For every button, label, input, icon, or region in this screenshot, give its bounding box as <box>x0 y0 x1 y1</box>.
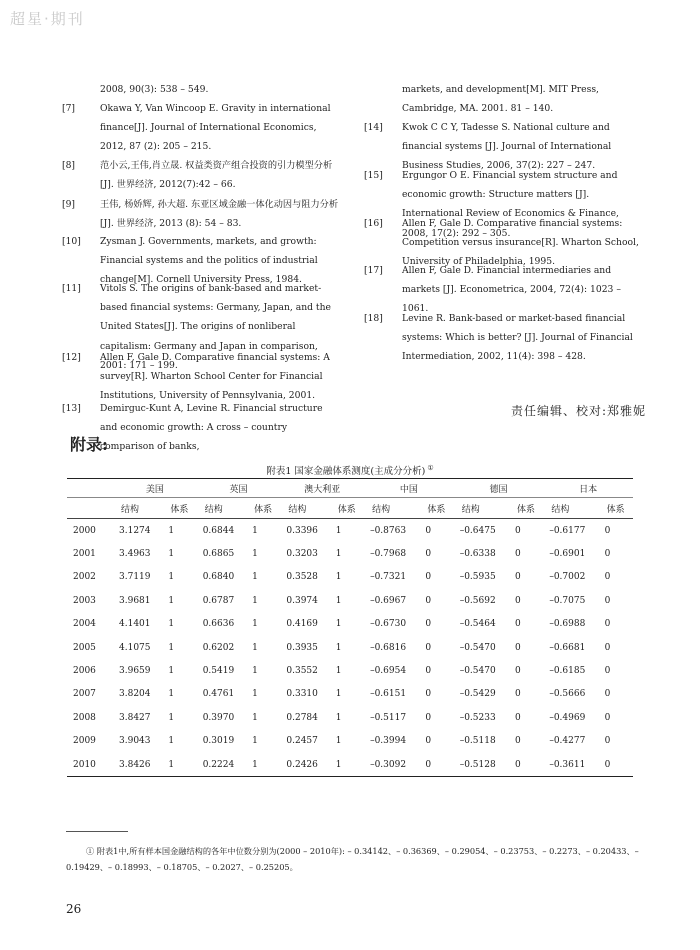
value-cell: –0.6988 <box>549 619 586 630</box>
footnote: ① 附表1中,所有样本国金融结构的各年中位数分别为(2000 – 2010年): – 0.34142、– 0.36369、– 0.29054、– 0.23753、– 0.2273、– 0.20433、– 0.19429、– 0.18993、– 0.18705、– 0.2027、– 0.25205。 <box>66 846 639 872</box>
year-cell: 2008 <box>73 712 96 723</box>
subheader-cell: 结构 <box>197 498 246 519</box>
value-cell: 1 <box>335 666 342 677</box>
value-cell: 0.3396 <box>286 525 318 536</box>
value-cell: 1 <box>252 595 258 606</box>
value-cell: 0.3203 <box>286 549 318 560</box>
value-cell: –0.7321 <box>370 572 407 583</box>
reference-number: [9] <box>62 199 76 210</box>
reference-number: [17] <box>364 265 383 276</box>
year-cell: 2009 <box>73 736 96 747</box>
value-cell: –0.6185 <box>549 666 586 677</box>
value-cell: 0 <box>604 689 611 700</box>
subheader-cell: 体系 <box>599 498 633 519</box>
table-row <box>67 706 633 729</box>
value-cell: –0.6954 <box>370 666 407 677</box>
reference-item <box>364 80 642 118</box>
value-cell: –0.6151 <box>370 689 407 700</box>
value-cell: 0.2784 <box>286 712 318 723</box>
reference-number: [13] <box>62 403 81 414</box>
table-row <box>67 683 633 706</box>
value-cell: 3.1274 <box>119 525 151 536</box>
table-row <box>67 613 633 636</box>
value-cell: 0.3974 <box>286 595 318 606</box>
value-cell: 0 <box>604 642 611 653</box>
value-cell: 0 <box>509 753 543 777</box>
value-cell: 0.6844 <box>202 525 235 536</box>
value-cell: 1 <box>335 689 342 700</box>
value-cell: 0.3935 <box>286 642 318 653</box>
country-header: 德国 <box>454 479 544 498</box>
country-header: 日本 <box>543 479 633 498</box>
reference-number: [10] <box>62 236 81 247</box>
reference-text: Levine R. Bank-based or market-based financial systems: Which is better? [J]. Journal of Financial Intermediation, 2002, 11(4): 398 – 428. <box>402 313 633 363</box>
reference-number: [8] <box>62 160 76 171</box>
value-cell: –0.7002 <box>549 572 586 583</box>
value-cell: 0 <box>425 619 432 630</box>
value-cell: 0 <box>425 525 432 536</box>
value-cell: 0 <box>425 595 432 606</box>
reference-number: [14] <box>364 122 383 133</box>
year-cell: 2000 <box>73 525 96 536</box>
value-cell: 0.2224 <box>197 753 246 777</box>
editor-credit: 责任编辑、校对:郑雅妮 <box>511 404 647 418</box>
value-cell: 3.4963 <box>119 549 151 560</box>
value-cell: 0 <box>515 549 521 560</box>
year-cell: 2006 <box>73 666 96 677</box>
table-row <box>67 589 633 612</box>
value-cell: –0.5470 <box>459 642 496 653</box>
year-cell: 2010 <box>67 753 113 777</box>
value-cell: 0.3528 <box>286 572 318 583</box>
value-cell: 0 <box>604 525 611 536</box>
value-cell: 0 <box>515 666 521 677</box>
value-cell: –0.3092 <box>364 753 419 777</box>
value-cell: 1 <box>168 595 175 606</box>
value-cell: 0 <box>425 549 432 560</box>
value-cell: 0 <box>425 736 432 747</box>
value-cell: 0.3552 <box>286 666 318 677</box>
value-cell: 0 <box>425 689 432 700</box>
value-cell: –0.6967 <box>370 595 407 606</box>
page-number: 26 <box>66 902 82 916</box>
value-cell: 0 <box>604 595 611 606</box>
year-cell: 2002 <box>73 572 96 583</box>
country-header: 澳大利亚 <box>280 479 364 498</box>
value-cell: 0.5419 <box>202 666 235 677</box>
value-cell: 1 <box>252 666 258 677</box>
table-row <box>67 659 633 682</box>
value-cell: 0.6840 <box>202 572 235 583</box>
year-cell: 2007 <box>73 689 96 700</box>
value-cell: 3.8426 <box>113 753 162 777</box>
subheader-cell: 体系 <box>419 498 453 519</box>
value-cell: 0 <box>425 572 432 583</box>
value-cell: 0.6636 <box>202 619 235 630</box>
value-cell: 0 <box>515 595 521 606</box>
value-cell: 0 <box>604 619 611 630</box>
value-cell: 0 <box>425 642 432 653</box>
table-row <box>67 519 633 543</box>
value-cell: 3.8204 <box>119 689 151 700</box>
value-cell: 0 <box>604 736 611 747</box>
table-row <box>67 730 633 753</box>
value-cell: 3.9681 <box>119 595 151 606</box>
value-cell: –0.6730 <box>370 619 407 630</box>
value-cell: –0.6475 <box>459 525 496 536</box>
value-cell: 0 <box>604 549 611 560</box>
table-row <box>67 753 633 777</box>
table-caption <box>0 463 700 477</box>
reference-number: [15] <box>364 170 383 181</box>
value-cell: 0 <box>425 712 432 723</box>
reference-text: Demirguc-Kunt A, Levine R. Financial structure and economic growth: A cross – country comparison of banks, <box>100 403 323 453</box>
value-cell: –0.3611 <box>543 753 598 777</box>
value-cell: –0.4277 <box>549 736 586 747</box>
value-cell: 0.2426 <box>280 753 329 777</box>
value-cell: 0 <box>604 712 611 723</box>
subheader-cell: 体系 <box>246 498 280 519</box>
value-cell: 1 <box>168 666 175 677</box>
country-header: 中国 <box>364 479 454 498</box>
value-cell: 1 <box>335 619 342 630</box>
value-cell: 0 <box>515 642 521 653</box>
value-cell: 1 <box>252 549 258 560</box>
value-cell: 1 <box>335 595 342 606</box>
value-cell: –0.5666 <box>549 689 586 700</box>
value-cell: 1 <box>252 736 258 747</box>
value-cell: –0.6177 <box>549 525 586 536</box>
value-cell: 1 <box>252 525 258 536</box>
reference-number: [12] <box>62 352 81 363</box>
header-corner-sub <box>67 498 113 519</box>
footnote-divider <box>66 831 128 832</box>
value-cell: –0.5118 <box>459 736 496 747</box>
appendix-heading: 附录: <box>70 435 108 454</box>
reference-item <box>62 348 340 406</box>
value-cell: 1 <box>162 753 196 777</box>
value-cell: –0.5117 <box>370 712 407 723</box>
table-caption-note: ① <box>427 463 434 472</box>
value-cell: 0 <box>419 753 453 777</box>
value-cell: –0.6338 <box>459 549 496 560</box>
value-cell: 0 <box>604 666 611 677</box>
table-row <box>67 566 633 589</box>
value-cell: –0.7075 <box>549 595 586 606</box>
value-cell: –0.8763 <box>370 525 407 536</box>
country-header: 美国 <box>113 479 197 498</box>
subheader-cell: 体系 <box>330 498 364 519</box>
value-cell: 1 <box>168 525 175 536</box>
value-cell: 0.4169 <box>286 619 318 630</box>
reference-item <box>62 99 340 157</box>
value-cell: 0.3970 <box>202 712 235 723</box>
reference-number: [7] <box>62 103 76 114</box>
value-cell: 1 <box>330 753 364 777</box>
subheader-cell: 结构 <box>454 498 509 519</box>
value-cell: 3.7119 <box>119 572 151 583</box>
value-cell: 0.4761 <box>202 689 235 700</box>
value-cell: 0 <box>515 736 521 747</box>
subheader-cell: 结构 <box>280 498 329 519</box>
value-cell: –0.5692 <box>459 595 496 606</box>
value-cell: –0.4969 <box>549 712 586 723</box>
value-cell: 0 <box>515 689 521 700</box>
value-cell: 1 <box>252 572 258 583</box>
reference-number: [18] <box>364 313 383 324</box>
value-cell: 1 <box>168 642 175 653</box>
reference-text: Zysman J. Governments, markets, and growth: Financial systems and the politics of industrial change[M]. Cornell University Press, 1984. <box>100 236 318 286</box>
value-cell: 0.6865 <box>202 549 235 560</box>
subheader-cell: 结构 <box>543 498 598 519</box>
reference-text: 范小云,王伟,肖立晟. 权益类资产组合投资的引力模型分析[J]. 世界经济, 2012(7):42 – 66. <box>100 160 333 191</box>
value-cell: –0.6681 <box>549 642 586 653</box>
reference-text: markets, and development[M]. MIT Press, Cambridge, MA. 2001. 81 – 140. <box>402 84 599 115</box>
value-cell: 1 <box>168 549 175 560</box>
value-cell: 1 <box>335 525 342 536</box>
value-cell: –0.5470 <box>459 666 496 677</box>
header-corner <box>67 479 113 498</box>
reference-text: Allen F, Gale D. Comparative financial systems: Competition versus insurance[R]. Wharton School, University of Philadelphia, 1995. <box>402 218 639 268</box>
value-cell: 0 <box>515 572 521 583</box>
value-cell: 0 <box>425 666 432 677</box>
reference-number: [11] <box>62 283 81 294</box>
value-cell: –0.5429 <box>459 689 496 700</box>
reference-item <box>62 80 340 99</box>
year-cell: 2004 <box>73 619 96 630</box>
value-cell: 0 <box>515 619 521 630</box>
value-cell: 0 <box>599 753 633 777</box>
value-cell: 0.3019 <box>202 736 235 747</box>
value-cell: 1 <box>168 736 175 747</box>
value-cell: 1 <box>252 619 258 630</box>
table-row <box>67 542 633 565</box>
value-cell: 3.8427 <box>119 712 151 723</box>
reference-text: Vitols S. The origins of bank-based and market-based financial systems: Germany, Japan, and the United States[J]. The origins of nonliberal capitalism: Germany and Japan in comparison, 2001: 171 – 199. <box>100 283 331 371</box>
data-table <box>67 478 633 777</box>
value-cell: –0.6901 <box>549 549 586 560</box>
value-cell: 1 <box>335 549 342 560</box>
reference-text: Ergungor O E. Financial system structure and economic growth: Structure matters [J]. International Review of Economics & Finance, 2008, 17(2): 292 – 305. <box>402 170 619 239</box>
subheader-cell: 结构 <box>364 498 419 519</box>
table-row <box>67 636 633 659</box>
subheader-cell: 结构 <box>113 498 162 519</box>
value-cell: –0.5128 <box>454 753 509 777</box>
value-cell: 0.3310 <box>286 689 318 700</box>
value-cell: 0.2457 <box>286 736 318 747</box>
reference-text: 2008, 90(3): 538 – 549. <box>100 84 209 95</box>
value-cell: 1 <box>168 712 175 723</box>
value-cell: 1 <box>252 689 258 700</box>
value-cell: 1 <box>335 642 342 653</box>
value-cell: 0 <box>515 525 521 536</box>
value-cell: –0.5935 <box>459 572 496 583</box>
year-cell: 2005 <box>73 642 96 653</box>
value-cell: 1 <box>335 736 342 747</box>
value-cell: 3.9659 <box>119 666 151 677</box>
header-row-subheaders <box>67 498 633 519</box>
value-cell: 0.6787 <box>202 595 235 606</box>
reference-text: Allen F, Gale D. Financial intermediaries and markets [J]. Econometrica, 2004, 72(4): 1023 – 1061. <box>402 265 621 315</box>
value-cell: 4.1401 <box>119 619 151 630</box>
value-cell: 1 <box>168 619 175 630</box>
reference-text: Okawa Y, Van Wincoop E. Gravity in international finance[J]. Journal of International Economics, 2012, 87 (2): 205 – 215. <box>100 103 331 153</box>
value-cell: 1 <box>168 689 175 700</box>
value-cell: 0 <box>515 712 521 723</box>
header-row-countries <box>67 479 633 498</box>
value-cell: 1 <box>252 642 258 653</box>
value-cell: –0.5233 <box>459 712 496 723</box>
country-header: 英国 <box>197 479 281 498</box>
value-cell: 1 <box>168 572 175 583</box>
reference-item <box>62 195 340 233</box>
reference-item <box>364 309 642 367</box>
value-cell: 0.6202 <box>202 642 235 653</box>
value-cell: 1 <box>335 712 342 723</box>
value-cell: –0.6816 <box>370 642 407 653</box>
value-cell: 4.1075 <box>119 642 151 653</box>
subheader-cell: 体系 <box>162 498 196 519</box>
table-caption-text: 附表1 国家金融体系测度(主成分分析) <box>266 466 426 477</box>
value-cell: –0.5464 <box>459 619 496 630</box>
value-cell: 1 <box>246 753 280 777</box>
value-cell: –0.7968 <box>370 549 407 560</box>
reference-text: 王伟, 杨娇辉, 孙大超. 东亚区域金融一体化动因与阻力分析[J]. 世界经济, 2013 (8): 54 – 83. <box>100 199 339 230</box>
reference-text: Kwok C C Y, Tadesse S. National culture and financial systems [J]. Journal of International Business Studies, 2006, 37(2): 227 – 247. <box>402 122 612 172</box>
reference-text: Allen F, Gale D. Comparative financial systems: A survey[R]. Wharton School Center for Financial Institutions, University of Pennsylvania, 2001. <box>100 352 330 402</box>
reference-number: [16] <box>364 218 383 229</box>
value-cell: –0.3994 <box>370 736 407 747</box>
year-cell: 2003 <box>73 595 96 606</box>
watermark-logo: 超星·期刊 <box>10 10 85 28</box>
value-cell: 0 <box>604 572 611 583</box>
year-cell: 2001 <box>73 549 96 560</box>
table-body <box>67 519 633 777</box>
subheader-cell: 体系 <box>509 498 543 519</box>
value-cell: 3.9043 <box>119 736 151 747</box>
value-cell: 1 <box>252 712 258 723</box>
reference-item <box>62 156 340 194</box>
value-cell: 1 <box>335 572 342 583</box>
